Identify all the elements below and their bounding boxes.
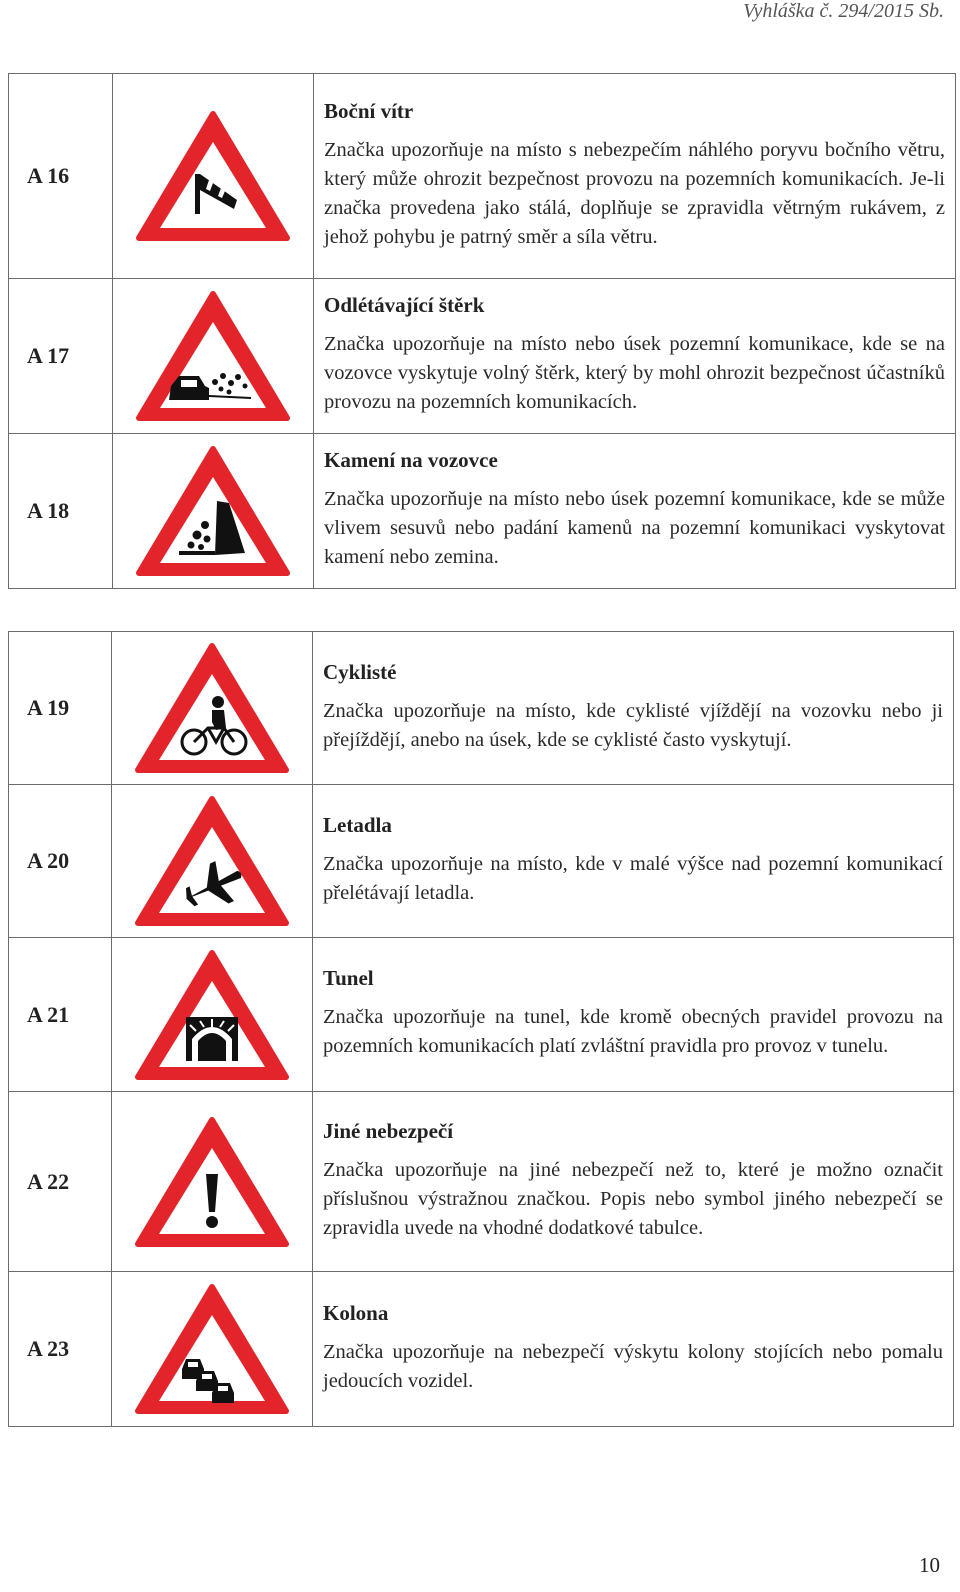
windsock-sign-icon <box>133 106 293 246</box>
sign-description: Značka upozorňuje na tunel, kde kromě obecných pravidel provozu na pozemních komunikacích platí zvláštní pravidla pro provoz v tunelu. <box>323 1006 943 1057</box>
sign-title: Boční vítr <box>324 98 414 123</box>
sign-description: Značka upozorňuje na jiné nebezpečí než to, které je možno označit příslušnou výstražnou značkou. Popis nebo symbol jiného nebezpečí se zpravidla uvede na vhodné dodatkové tabulce. <box>323 1158 943 1239</box>
sign-description: Značka upozorňuje na místo, kde cyklisté vjíždějí na vozovku nebo ji přejíždějí, anebo na úsek, kde se cyklisté často vyskytují. <box>323 699 943 751</box>
sign-code: A 19 <box>9 632 112 785</box>
sign-code: A 21 <box>9 938 112 1092</box>
tunnel-icon <box>186 1017 238 1061</box>
sign-code: A 20 <box>9 785 112 938</box>
signs-table-bottom <box>8 631 954 1427</box>
table-row <box>9 938 954 1092</box>
table-row <box>9 785 954 938</box>
signs-table-top <box>8 73 956 589</box>
sign-code: A 23 <box>9 1272 112 1427</box>
other-danger-sign-icon <box>132 1112 292 1252</box>
page-number: 10 <box>919 1553 940 1577</box>
sign-title: Letadla <box>323 812 392 837</box>
table-row <box>9 632 954 785</box>
sign-description: Značka upozorňuje na místo nebo úsek pozemní komunikace, kde se může vlivem sesuvů nebo padání kamenů na pozemní komunikaci vyskytovat kamení nebo zemina. <box>324 488 945 568</box>
sign-code: A 17 <box>9 279 113 434</box>
sign-title: Odlétávající štěrk <box>324 293 485 317</box>
cyclist-sign-icon <box>132 638 292 778</box>
table-row <box>9 1272 954 1427</box>
queue-sign-icon <box>132 1279 292 1419</box>
table-row <box>9 74 956 279</box>
sign-description: Značka upozorňuje na nebezpečí výskytu kolony stojících nebo pomalu jedoucích vozidel. <box>323 1340 943 1392</box>
sign-title: Kamení na vozovce <box>324 448 498 472</box>
sign-title: Kolona <box>323 1300 389 1325</box>
sign-description: Značka upozorňuje na místo, kde v malé výšce nad pozemní komunikací přelétávají letadla. <box>323 852 943 904</box>
document-reference: Vyhláška č. 294/2015 Sb. <box>743 0 944 22</box>
sign-code: A 18 <box>9 434 113 589</box>
sign-code: A 22 <box>9 1092 112 1272</box>
sign-title: Cyklisté <box>323 659 397 684</box>
sign-title: Jiné nebezpečí <box>323 1118 454 1143</box>
sign-description: Značka upozorňuje na místo nebo úsek pozemní komunikace, kde se na vozovce vyskytuje volný štěrk, který by mohl ohrozit bezpečnost účastníků provozu na pozemních komunikacích. <box>324 333 945 413</box>
sign-description: Značka upozorňuje na místo s nebezpečím náhlého poryvu bočního větru, který může ohrozit bezpečnost provozu na pozemních komunikacích. Je-li značka provedena jako stálá, doplňuje se zpravidla větrným rukávem, z jehož pohybu je patrný směr a síla větru. <box>324 138 945 248</box>
airplane-sign-icon <box>132 791 292 931</box>
gravel-sign-icon <box>133 286 293 426</box>
rocks-sign-icon <box>133 441 293 581</box>
sign-code: A 16 <box>9 74 113 279</box>
table-row <box>9 434 956 589</box>
tunnel-sign-icon <box>132 945 292 1085</box>
sign-title: Tunel <box>323 966 374 990</box>
table-row <box>9 279 956 434</box>
table-row <box>9 1092 954 1272</box>
